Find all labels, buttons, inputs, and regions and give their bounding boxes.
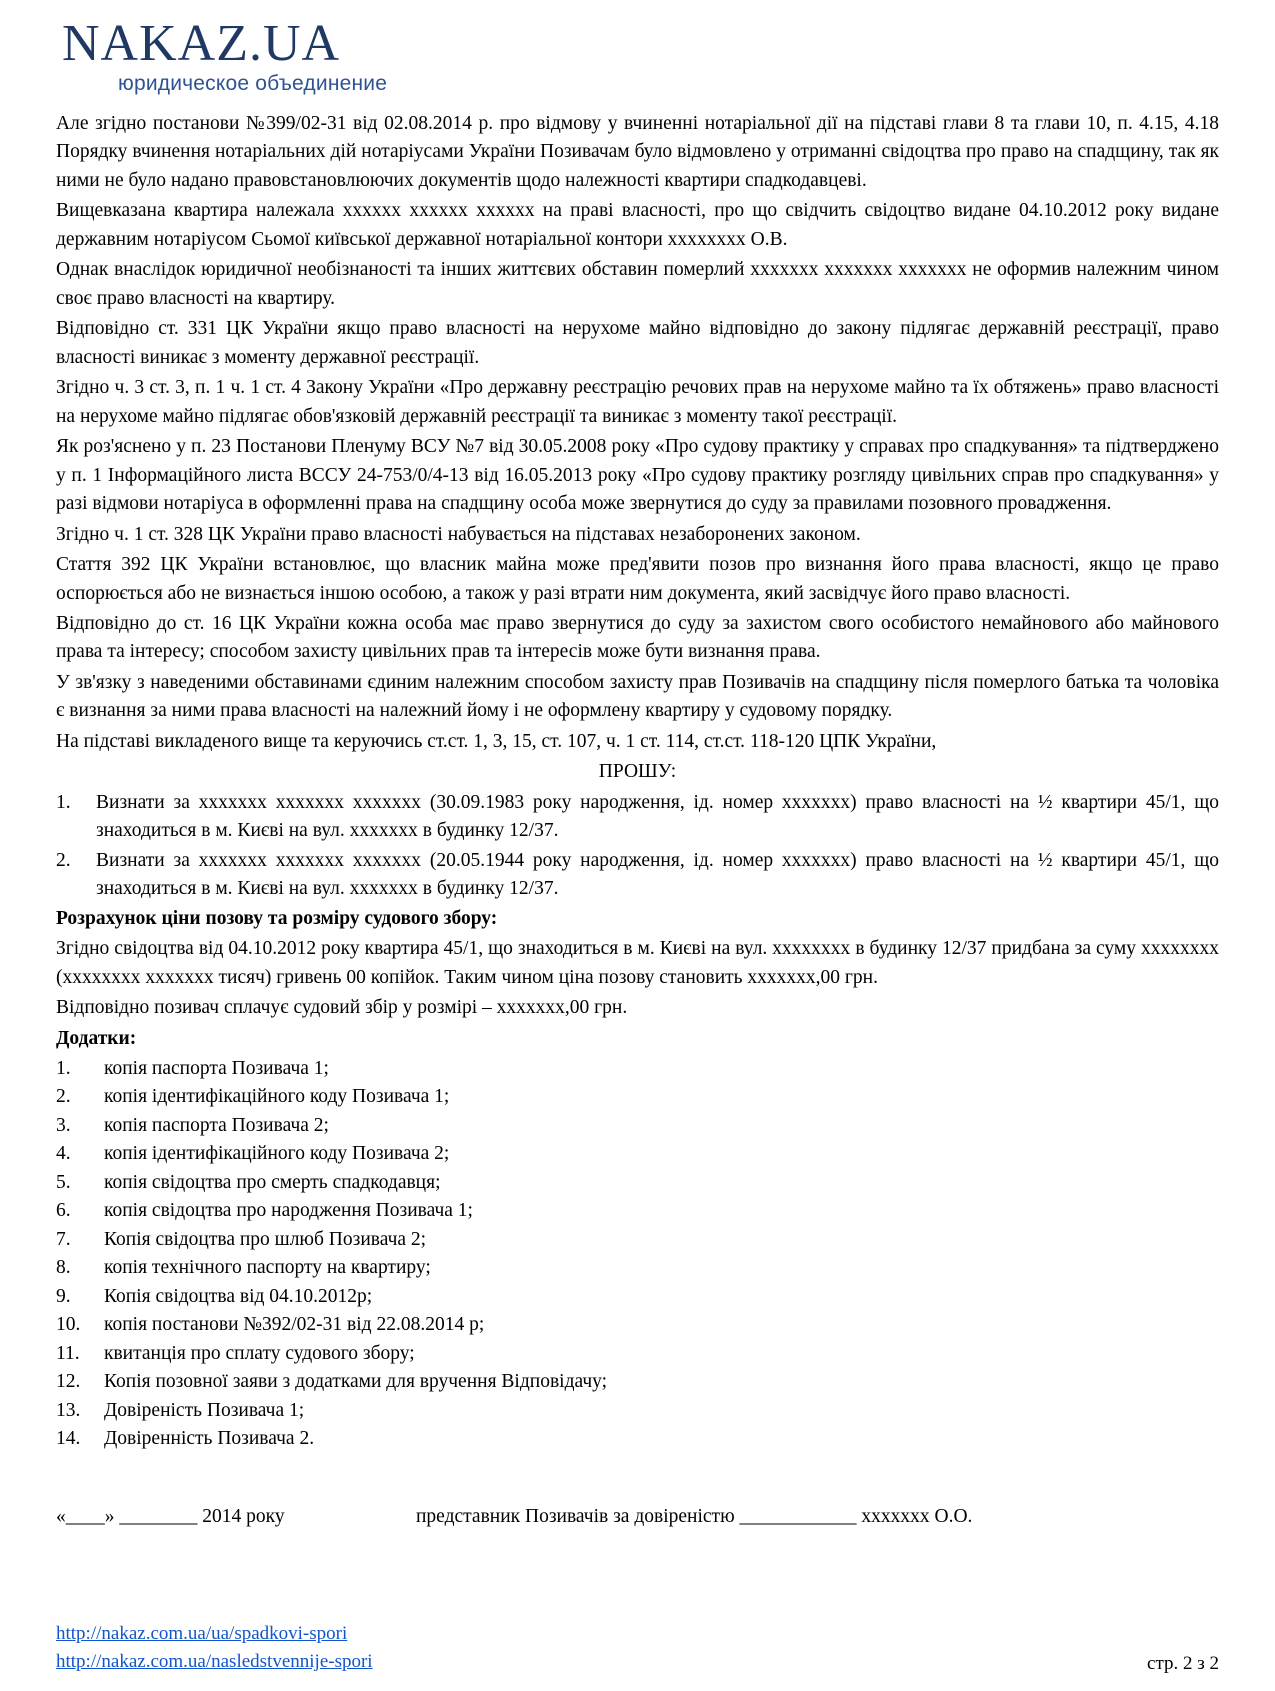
list-item-number: 11. xyxy=(56,1342,80,1364)
list-item xyxy=(56,1254,1219,1282)
list-item xyxy=(56,1311,1219,1339)
list-item-text: Довіреність Позивача 1; xyxy=(104,1399,305,1421)
list-item-text: Визнати за ххххххх ххххххх ххххххх (30.09.1983 року народження, ід. номер ххххххх) право власності на ½ квартири 45/1, що знаходиться в м. Києві на вул. ххххххх в будинку 12/37. xyxy=(96,791,1219,842)
list-item xyxy=(56,1055,1219,1083)
list-item xyxy=(56,1169,1219,1197)
calculation-heading: Розрахунок ціни позову та розміру судового збору: xyxy=(56,907,498,929)
paragraph: Однак внаслідок юридичної необізнаності та інших життєвих обставин померлий ххххххх ххххххх ххххххх не оформив належним чином своє право власності на квартиру. xyxy=(56,259,1219,309)
signature-representative: представник Позивачів за довіреністю ____________ ххххххх О.О. xyxy=(416,1505,973,1527)
attachments-list xyxy=(56,1055,1219,1454)
list-item-number: 1. xyxy=(56,1058,71,1079)
list-item xyxy=(56,1340,1219,1368)
list-item-number: 7. xyxy=(56,1228,71,1250)
paragraph: Згідно ч. 1 ст. 328 ЦК України право власності набувається на підставах незаборонених законом. xyxy=(56,523,861,545)
list-item-number: 1. xyxy=(56,791,71,813)
signature-date: «____» ________ 2014 року xyxy=(56,1505,285,1527)
list-item-text: копія свідоцтва про смерть спадкодавця; xyxy=(104,1171,441,1193)
attachments-heading: Додатки: xyxy=(56,1027,137,1049)
list-item-number: 12. xyxy=(56,1371,81,1393)
list-item-text: Копія позовної заяви з додатками для вручення Відповідачу; xyxy=(104,1371,608,1393)
list-item-number: 2. xyxy=(56,849,71,871)
paragraph: Відповідно ст. 331 ЦК України якщо право власності на нерухоме майно відповідно до закону підлягає державній реєстрації, право власності виникає з моменту державної реєстрації. xyxy=(56,318,1219,368)
list-item xyxy=(56,1140,1219,1168)
list-item xyxy=(56,1368,1219,1396)
petition-heading: ПРОШУ: xyxy=(598,761,677,783)
site-logo xyxy=(62,15,1219,96)
list-item-text: Копія свідоцтва від 04.10.2012р; xyxy=(104,1285,373,1307)
list-item-text: копія ідентифікаційного коду Позивача 2; xyxy=(104,1143,450,1165)
list-item xyxy=(56,1283,1219,1311)
list-item-text: Довіренність Позивача 2. xyxy=(104,1428,315,1450)
paragraph: Згідно ч. 3 ст. 3, п. 1 ч. 1 ст. 4 Закону України «Про державну реєстрацію речових прав на нерухоме майно та їх обтяжень» право власності на нерухоме майно підлягає обов'язковій державній реєстрації та виникає з моменту такої реєстрації. xyxy=(56,377,1219,427)
list-item-text: копія технічного паспорту на квартиру; xyxy=(104,1257,431,1279)
paragraph: Стаття 392 ЦК України встановлює, що власник майна може пред'явити позов про визнання його права власності, якщо це право оспорюється або не визнається іншою особою, а також у разі втрати ним документа, який засвідчує його право власності. xyxy=(56,554,1219,604)
list-item-text: копія паспорта Позивача 1; xyxy=(104,1058,329,1079)
link-nasledstvennije-spori[interactable]: http://nakaz.com.ua/nasledstvennije-spori xyxy=(56,1651,373,1673)
list-item-text: Визнати за ххххххх ххххххх ххххххх (20.05.1944 року народження, ід. номер ххххххх) право власності на ½ квартири 45/1, що знаходиться в м. Києві на вул. ххххххх в будинку 12/37. xyxy=(96,849,1219,900)
list-item-number: 6. xyxy=(56,1200,71,1222)
list-item xyxy=(56,1397,1219,1425)
list-item-text: квитанція про сплату судового збору; xyxy=(104,1342,415,1364)
paragraph: Згідно свідоцтва від 04.10.2012 року квартира 45/1, що знаходиться в м. Києві на вул. хххххххх в будинку 12/37 придбана за суму хххххххх (хххххххх ххххххх тисяч) гривень 00 копійок. Таким чином ціна позову становить ххххххх,00 грн. xyxy=(56,938,1219,988)
paragraph: У зв'язку з наведеними обставинами єдиним належним способом захисту прав Позивачів на спадщину після померлого батька та чоловіка є визнання за ними права власності на належний йому і не оформлену квартиру у судовому порядку. xyxy=(56,671,1219,722)
list-item xyxy=(56,847,1219,904)
list-item-number: 2. xyxy=(56,1086,71,1108)
paragraph: Відповідно до ст. 16 ЦК України кожна особа має право звернутися до суду за захистом свого особистого немайнового або майнового права та інтересу; способом захисту цивільних прав та інтересів може бути визнання права. xyxy=(56,612,1219,663)
page-number: стр. 2 з 2 xyxy=(1147,1652,1219,1674)
list-item-number: 9. xyxy=(56,1285,71,1307)
reference-links xyxy=(56,1620,1219,1677)
list-item xyxy=(56,1226,1219,1254)
list-item-text: копія постанови №392/02-31 від 22.08.2014 р; xyxy=(104,1314,485,1336)
list-item-number: 4. xyxy=(56,1143,71,1165)
paragraph: Вищевказана квартира належала хххххх хххххх хххххх на праві власності, про що свідчить свідоцтво видане 04.10.2012 року видане державним нотаріусом Сьомої київської державної нотаріальної контори хххххххх О.В. xyxy=(56,200,1219,250)
list-item-text: Копія свідоцтва про шлюб Позивача 2; xyxy=(104,1228,427,1250)
list-item-number: 14. xyxy=(56,1428,81,1450)
logo-title: NAKAZ.UA xyxy=(62,15,341,72)
list-item-text: копія свідоцтва про народження Позивача 1; xyxy=(104,1200,473,1222)
list-item-number: 10. xyxy=(56,1314,81,1336)
list-item-number: 3. xyxy=(56,1114,71,1136)
list-item-number: 13. xyxy=(56,1399,81,1421)
paragraph: Але згідно постанови №399/02-31 від 02.08.2014 р. про відмову у вчиненні нотаріальної дії на підставі глави 8 та глави 10, п. 4.15, 4.18 Порядку вчинення нотаріальних дій нотаріусами України Позивачам було відмовлено у отриманні свідоцтва про право на спадщину, так як ними не було надано правовстановлюючих документів щодо належності квартири спадкодавцеві. xyxy=(56,113,1219,191)
list-item xyxy=(56,1083,1219,1111)
list-item xyxy=(56,789,1219,846)
paragraph: Відповідно позивач сплачує судовий збір у розмірі – ххххххх,00 грн. xyxy=(56,997,628,1019)
claims-list xyxy=(56,789,1219,904)
paragraph: На підставі викладеного вище та керуючись ст.ст. 1, 3, 15, ст. 107, ч. 1 ст. 114, ст.ст. 118-120 ЦПК України, xyxy=(56,730,937,752)
logo-subtitle: юридическое объединение xyxy=(118,72,388,95)
list-item xyxy=(56,1112,1219,1140)
link-spadkovi-spori[interactable]: http://nakaz.com.ua/ua/spadkovi-spori xyxy=(56,1622,348,1644)
signature-block xyxy=(56,1506,1219,1528)
paragraph: Як роз'яснено у п. 23 Постанови Пленуму ВСУ №7 від 30.05.2008 року «Про судову практику у справах про спадкування» та підтверджено у п. 1 Інформаційного листа ВССУ 24-753/0/4-13 від 16.05.2013 року «Про судову практику розгляду цивільних справ про спадкування» у разі відмови нотаріуса в оформленні права на спадщину особа може звернутися до суду за правилами позовного провадження. xyxy=(56,436,1219,515)
list-item xyxy=(56,1197,1219,1225)
list-item xyxy=(56,1425,1219,1453)
list-item-text: копія паспорта Позивача 2; xyxy=(104,1114,329,1136)
document-body xyxy=(56,110,1219,1528)
list-item-number: 5. xyxy=(56,1171,71,1193)
list-item-number: 8. xyxy=(56,1257,71,1279)
list-item-text: копія ідентифікаційного коду Позивача 1; xyxy=(104,1086,450,1108)
